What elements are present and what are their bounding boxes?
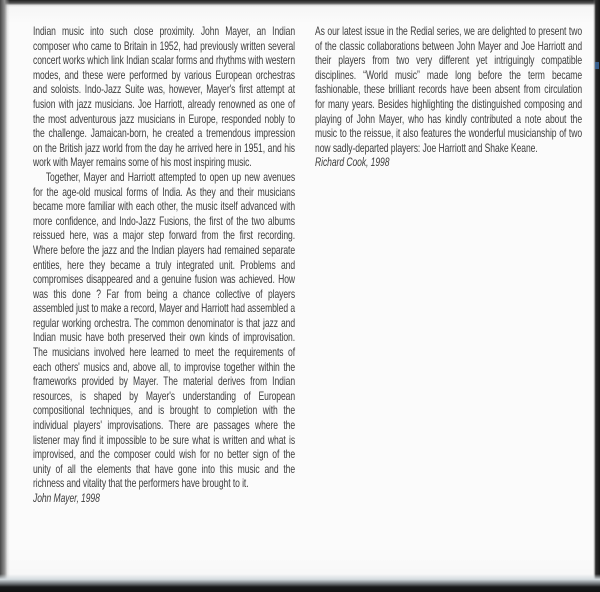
scan-edge-top <box>0 0 600 7</box>
scan-edge-right <box>593 0 600 592</box>
liner-notes-paragraph-1: Indian music into such close proximity. John Mayer, an Indian composer who came to Britain in 1952, had previously written several concert works which link Indian scalar forms and rhythms with western modes, and these were performed by various European orchestras and soloists. Indo-Jazz Suite was, however, Mayer's first attempt at fusion with jazz musicians. Joe Harriott, already renowned as one of the most adventurous jazz musicians in Europe, responded nobly to the challenge. Jamaican-born, he created a tremendous impression on the British jazz world from the day he arrived here in 1951, and his work with Mayer remains some of his most inspiring music. <box>33 24 296 170</box>
liner-notes-left-column <box>33 24 295 506</box>
signature-richard-cook: Richard Cook, 1998 <box>315 155 390 170</box>
liner-notes-paragraph-2: Together, Mayer and Harriott attempted to open up new avenues for the age-old musical forms of India. As they and their musicians became more familiar with each other, the music itself advanced with more confidence, and Indo-Jazz Fusions, the first of the two albums reissued here, was a major step forward from the first recording. Where before the jazz and the Indian players had remained separate entities, here they became a truly integrated unit. Problems and compromises disappeared and a genuine fusion was achieved. How was this done ? Far from being a chance collective of players assembled just to make a record, Mayer and Harriott had assembled a regular working orchestra. The common denominator is that jazz and Indian music have both preserved their own kinds of improvisation. The musicians involved here learned to meet the requirements of each others' musics and, above all, to improvise together within the frameworks provided by Mayer. The material derives from Indian resources, is shaped by Mayer's understanding of European compositional techniques, and is brought to completion with the individual players' improvisations. There are passages where the listener may find it impossible to be sure what is written and what is improvised, and the composer could wish for no better sign of the unity of all the elements that have gone into this music and the richness and vitality that the performers have brought to it. <box>33 169 296 491</box>
scan-edge-left <box>0 0 10 592</box>
scan-artifact-blue-tick <box>595 62 599 69</box>
reissue-note-paragraph: As our latest issue in the Redial series, we are delighted to present two of the classic collaborations between John Mayer and Joe Harriott and their players from two very different yet intriguingly compatible disciplines. “World music” made long before the term became fashionable, these brilliant records have been absent from circulation for many years. Besides highlighting the distinguished composing and playing of John Mayer, who has kindly contributed a note about the music to the reissue, it also features the wonderful musicianship of two now sadly-departed players: Joe Harriott and Shake Keane. <box>315 24 583 155</box>
signature-john-mayer: John Mayer, 1998 <box>33 491 100 505</box>
scan-edge-bottom <box>0 574 600 592</box>
liner-notes-right-column <box>315 24 582 170</box>
